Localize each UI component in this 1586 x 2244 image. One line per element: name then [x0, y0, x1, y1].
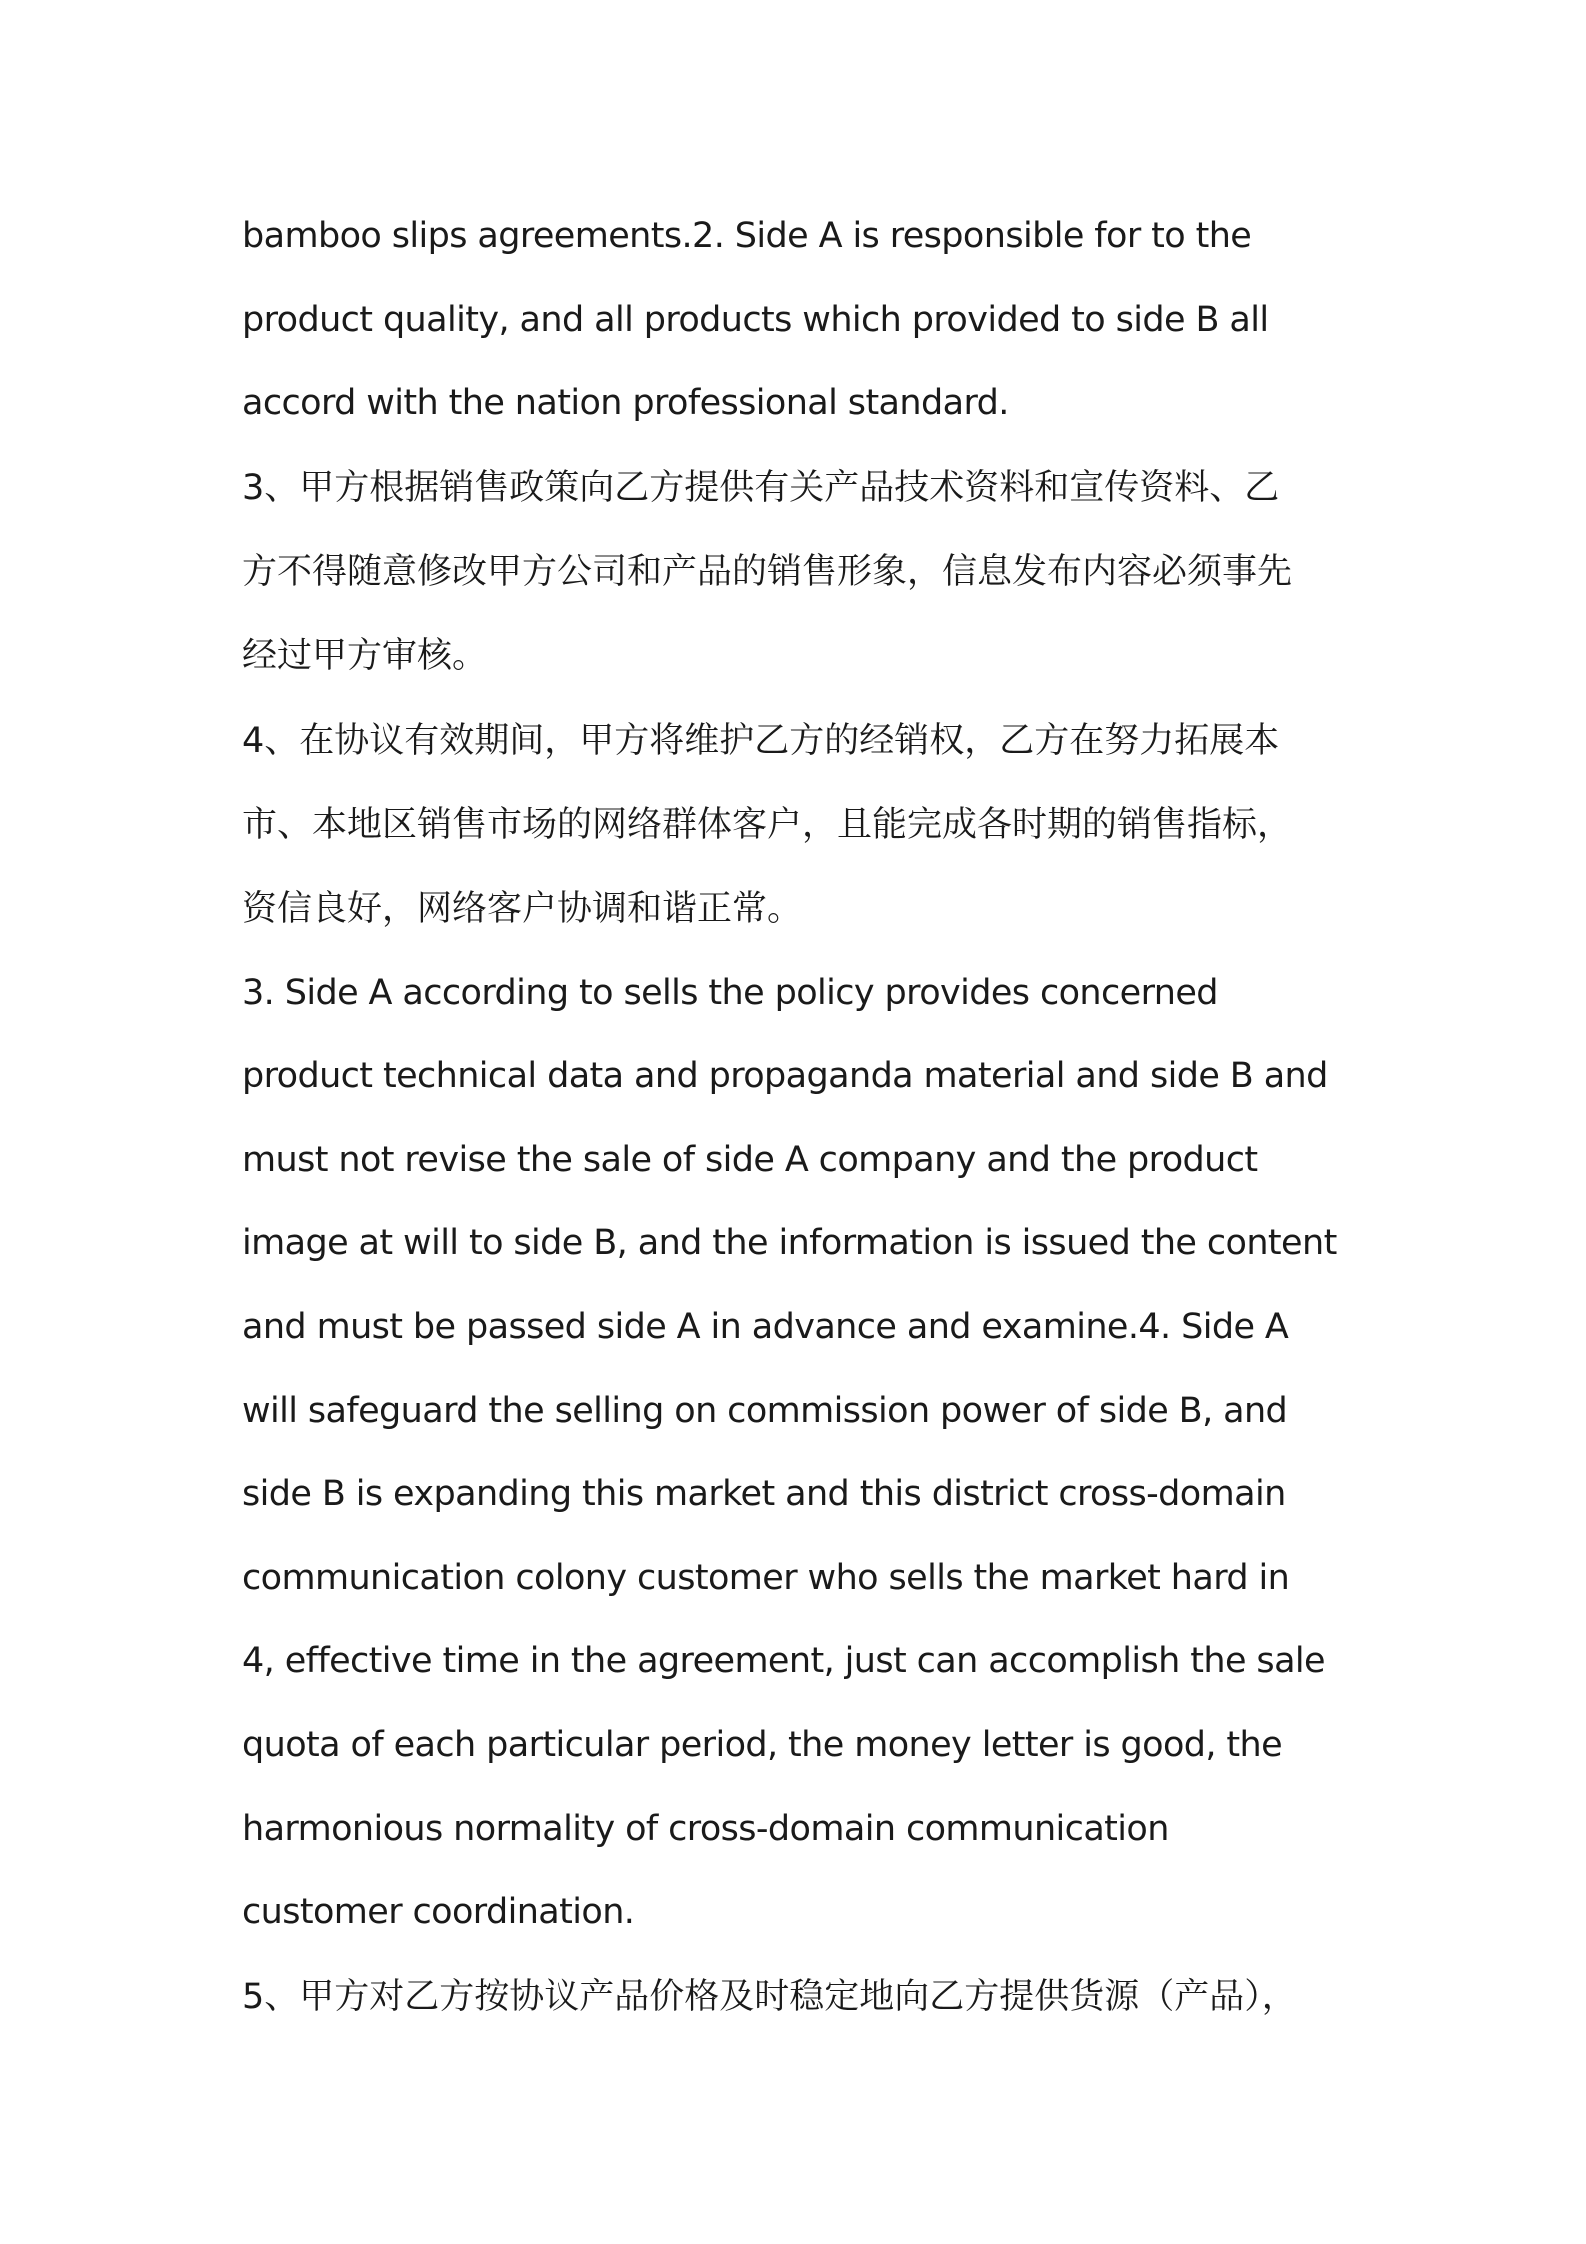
text-line: will safeguard the selling on commission power of side B, and — [242, 1390, 1288, 1431]
paragraph-zh-clause-3 — [242, 446, 1362, 699]
text-line: 经过甲方审核。 — [242, 636, 488, 677]
text-line: bamboo slips agreements.2. Side A is responsible for to the — [242, 216, 1252, 256]
paragraph-en-clause-3-4 — [242, 952, 1362, 1955]
text-line: 4、在协议有效期间，甲方将维护乙方的经销权，乙方在努力拓展本 — [242, 720, 1280, 761]
text-line: 3. Side A according to sells the policy provides concerned — [242, 972, 1218, 1013]
text-line: quota of each particular period, the money letter is good, the — [242, 1724, 1283, 1765]
text-line: 方不得随意修改甲方公司和产品的销售形象，信息发布内容必须事先 — [242, 552, 1293, 593]
text-line: side B is expanding this market and this district cross-domain — [242, 1474, 1286, 1515]
text-line: 资信良好，网络客户协调和谐正常。 — [242, 889, 803, 930]
text-line: 4, effective time in the agreement, just can accomplish the sale — [242, 1641, 1325, 1682]
text-line: communication colony customer who sells the market hard in — [242, 1557, 1290, 1598]
text-line: and must be passed side A in advance and examine.4. Side A — [242, 1306, 1289, 1347]
text-line: must not revise the sale of side A company and the product — [242, 1139, 1258, 1180]
text-line: 5、甲方对乙方按协议产品价格及时稳定地向乙方提供货源（产品）， — [242, 1976, 1297, 2017]
text-line: product quality, and all products which provided to side B all — [242, 299, 1269, 340]
paragraph-en-clause-2 — [242, 195, 1362, 446]
text-line: customer coordination. — [242, 1892, 635, 1933]
text-line: product technical data and propaganda material and side B and — [242, 1056, 1328, 1097]
text-line: image at will to side B, and the information is issued the content — [242, 1223, 1337, 1264]
document-body — [242, 195, 1362, 2039]
text-line: 市、本地区销售市场的网络群体客户，且能完成各时期的销售指标， — [242, 804, 1293, 845]
text-line: harmonious normality of cross-domain communication — [242, 1808, 1169, 1849]
text-line: accord with the nation professional standard. — [242, 383, 1009, 424]
text-line: 3、甲方根据销售政策向乙方提供有关产品技术资料和宣传资料、乙 — [242, 467, 1280, 508]
paragraph-zh-clause-5 — [242, 1955, 1362, 2039]
paragraph-zh-clause-4 — [242, 699, 1362, 952]
